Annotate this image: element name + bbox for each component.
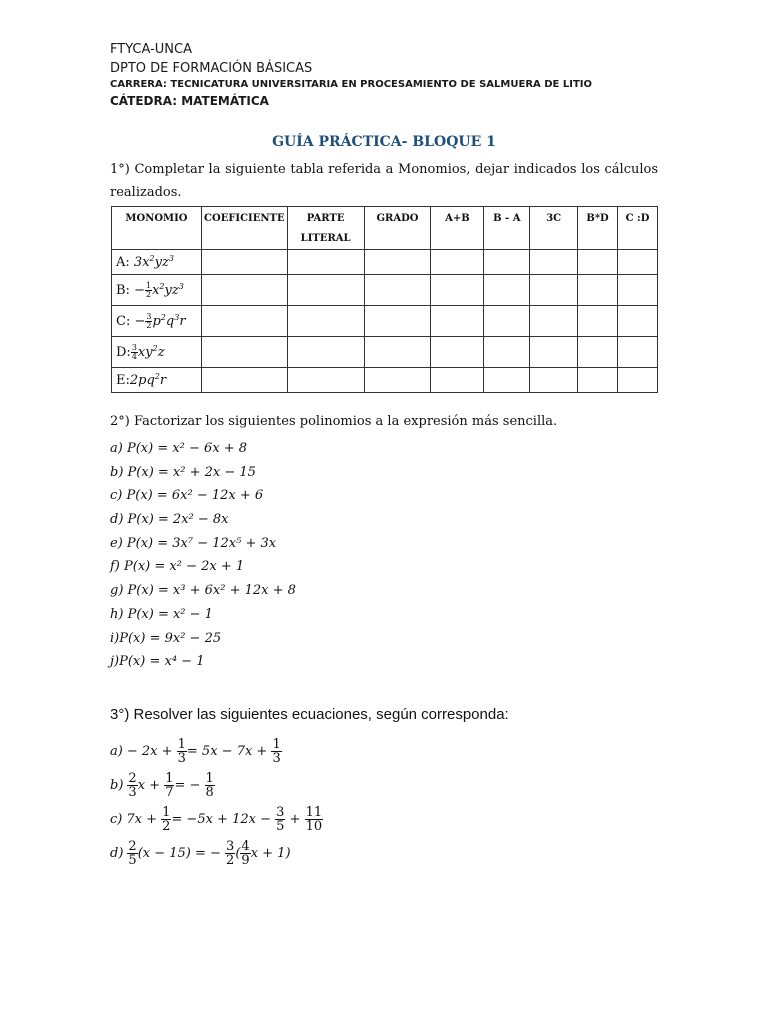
monomial-label: D: bbox=[116, 344, 131, 360]
cell-empty[interactable] bbox=[530, 275, 578, 306]
list-item bbox=[110, 461, 296, 485]
exercise3-prompt: 3°) Resolver las siguientes ecuaciones, según corresponda: bbox=[110, 706, 509, 723]
monomial-label: A: bbox=[116, 254, 130, 270]
cell-empty[interactable] bbox=[484, 306, 530, 337]
monomial-c-expr: − $\frac{3}{2}$ $p^2q^3r$ bbox=[134, 311, 186, 330]
cell-empty[interactable] bbox=[201, 368, 287, 393]
col-header-parte-literal: PARTE LITERAL bbox=[287, 207, 364, 250]
item-letter: f) bbox=[110, 559, 120, 575]
cell-empty[interactable] bbox=[578, 306, 618, 337]
col-header-b-times-d: B*D bbox=[578, 207, 618, 250]
cell-empty[interactable] bbox=[530, 337, 578, 368]
cell-empty[interactable] bbox=[287, 306, 364, 337]
cell-empty[interactable] bbox=[530, 306, 578, 337]
header-career: CARRERA: TECNICATURA UNIVERSITARIA EN PROCESAMIENTO DE SALMUERA DE LITIO bbox=[110, 79, 592, 90]
col-header-grado: GRADO bbox=[364, 207, 431, 250]
item-letter: b) bbox=[110, 464, 124, 480]
list-item bbox=[110, 836, 323, 870]
polynomial-expr: P(x) = 3x⁷ − 12x⁵ + 3x bbox=[126, 535, 277, 551]
list-item bbox=[110, 555, 296, 579]
equation-expr: − 2x + $\frac{1}{3}$ = 5x − 7x + $\frac{1}{3}$ bbox=[126, 736, 281, 766]
cell-empty[interactable] bbox=[618, 275, 658, 306]
header-institution: FTYCA-UNCA bbox=[110, 42, 193, 57]
col-header-a-plus-b: A+B bbox=[431, 207, 484, 250]
polynomial-expr: P(x) = x² − 6x + 8 bbox=[126, 441, 248, 456]
table-row bbox=[112, 306, 658, 337]
cell-empty[interactable] bbox=[287, 275, 364, 306]
item-letter: d) bbox=[110, 845, 124, 861]
monomial-b-cell bbox=[112, 275, 202, 306]
table-header-row bbox=[112, 207, 658, 250]
cell-empty[interactable] bbox=[201, 306, 287, 337]
item-letter: c) bbox=[110, 811, 123, 827]
col-header-monomio: MONOMIO bbox=[112, 207, 202, 250]
cell-empty[interactable] bbox=[201, 337, 287, 368]
cell-empty[interactable] bbox=[364, 250, 431, 275]
cell-empty[interactable] bbox=[364, 275, 431, 306]
cell-empty[interactable] bbox=[618, 250, 658, 275]
monomial-label: B: bbox=[116, 282, 130, 298]
cell-empty[interactable] bbox=[364, 368, 431, 393]
equation-expr: $\frac{2}{5}$ (x − 15) = − $\frac{3}{2}$ ( $\frac{4}{9}$ x + 1) bbox=[128, 838, 291, 868]
cell-empty[interactable] bbox=[578, 368, 618, 393]
list-item bbox=[110, 484, 296, 508]
table-row bbox=[112, 368, 658, 393]
table-row bbox=[112, 250, 658, 275]
monomial-c-cell bbox=[112, 306, 202, 337]
col-header-b-minus-a: B - A bbox=[484, 207, 530, 250]
cell-empty[interactable] bbox=[618, 337, 658, 368]
cell-empty[interactable] bbox=[201, 275, 287, 306]
list-item bbox=[110, 627, 296, 651]
polynomial-expr: P(x) = x² − 1 bbox=[127, 606, 213, 622]
monomial-a-expr: $3x^2yz^3$ bbox=[133, 253, 174, 270]
equation-expr: $\frac{2}{3}$ x + $\frac{1}{7}$ = − $\frac{1}{8}$ bbox=[128, 770, 214, 800]
exercise1-prompt: 1°) Completar la siguiente tabla referida a Monomios, dejar indicados los cálculos realizados. bbox=[110, 162, 658, 200]
list-item bbox=[110, 437, 296, 461]
monomial-b-expr: − $\frac{1}{2}$ $x^2yz^3$ bbox=[134, 280, 184, 299]
equation-list bbox=[110, 734, 323, 870]
cell-empty[interactable] bbox=[287, 337, 364, 368]
cell-empty[interactable] bbox=[530, 368, 578, 393]
cell-empty[interactable] bbox=[618, 368, 658, 393]
list-item bbox=[110, 802, 323, 836]
cell-empty[interactable] bbox=[578, 250, 618, 275]
cell-empty[interactable] bbox=[287, 368, 364, 393]
page-title: GUÍA PRÁCTICA- BLOQUE 1 bbox=[272, 134, 496, 150]
item-letter: e) bbox=[110, 535, 123, 551]
polynomial-expr: P(x) = 6x² − 12x + 6 bbox=[126, 488, 264, 504]
item-letter: j) bbox=[110, 654, 120, 670]
monomial-d-cell bbox=[112, 337, 202, 368]
cell-empty[interactable] bbox=[578, 275, 618, 306]
list-item bbox=[110, 603, 296, 627]
cell-empty[interactable] bbox=[484, 368, 530, 393]
list-item bbox=[110, 768, 323, 802]
table-row bbox=[112, 275, 658, 306]
cell-empty[interactable] bbox=[618, 306, 658, 337]
list-item bbox=[110, 508, 296, 532]
item-letter: a) bbox=[110, 743, 123, 759]
col-header-3c: 3C bbox=[530, 207, 578, 250]
item-letter: d) bbox=[110, 512, 124, 528]
monomial-a-cell bbox=[112, 250, 202, 275]
cell-empty[interactable] bbox=[530, 250, 578, 275]
monomial-e-expr: $2pq^2r$ bbox=[129, 371, 167, 388]
col-header-c-div-d: C :D bbox=[618, 207, 658, 250]
factorization-list bbox=[110, 437, 296, 674]
cell-empty[interactable] bbox=[431, 306, 484, 337]
cell-empty[interactable] bbox=[287, 250, 364, 275]
monomial-label: C: bbox=[116, 313, 131, 329]
item-letter: h) bbox=[110, 606, 124, 622]
list-item bbox=[110, 532, 296, 556]
item-letter: g) bbox=[110, 583, 124, 599]
cell-empty[interactable] bbox=[431, 368, 484, 393]
polynomial-expr: P(x) = x⁴ − 1 bbox=[119, 654, 205, 670]
header-department: DPTO DE FORMACIÓN BÁSICAS bbox=[110, 61, 313, 76]
item-letter: i) bbox=[110, 630, 120, 646]
list-item bbox=[110, 650, 296, 674]
monomial-label: E: bbox=[116, 372, 130, 388]
equation-expr: 7x + $\frac{1}{2}$ = −5x + 12x − $\frac{3}{5}$ + $\frac{11}{10}$ bbox=[126, 804, 323, 834]
cell-empty[interactable] bbox=[364, 337, 431, 368]
cell-empty[interactable] bbox=[431, 337, 484, 368]
table-row bbox=[112, 337, 658, 368]
list-item bbox=[110, 734, 323, 768]
item-letter: a) bbox=[110, 441, 123, 456]
exercise2-prompt: 2°) Factorizar los siguientes polinomios a la expresión más sencilla. bbox=[110, 414, 558, 429]
polynomial-expr: P(x) = x³ + 6x² + 12x + 8 bbox=[127, 583, 296, 599]
monomial-d-expr: $\frac{3}{4}$ $xy^2z$ bbox=[131, 342, 165, 361]
cell-empty[interactable] bbox=[364, 306, 431, 337]
polynomial-expr: P(x) = 9x² − 25 bbox=[119, 630, 222, 646]
header-chair: CÁTEDRA: MATEMÁTICA bbox=[110, 94, 269, 108]
cell-empty[interactable] bbox=[484, 275, 530, 306]
cell-empty[interactable] bbox=[201, 250, 287, 275]
cell-empty[interactable] bbox=[578, 337, 618, 368]
cell-empty[interactable] bbox=[484, 250, 530, 275]
cell-empty[interactable] bbox=[484, 337, 530, 368]
list-item bbox=[110, 579, 296, 603]
item-letter: c) bbox=[110, 488, 123, 504]
col-header-coeficiente: COEFICIENTE bbox=[201, 207, 287, 250]
cell-empty[interactable] bbox=[431, 275, 484, 306]
monomial-table bbox=[111, 206, 658, 393]
polynomial-expr: P(x) = x² + 2x − 15 bbox=[127, 464, 256, 480]
item-letter: b) bbox=[110, 777, 124, 793]
polynomial-expr: P(x) = x² − 2x + 1 bbox=[124, 559, 245, 575]
monomial-e-cell bbox=[112, 368, 202, 393]
cell-empty[interactable] bbox=[431, 250, 484, 275]
polynomial-expr: P(x) = 2x² − 8x bbox=[127, 512, 229, 528]
